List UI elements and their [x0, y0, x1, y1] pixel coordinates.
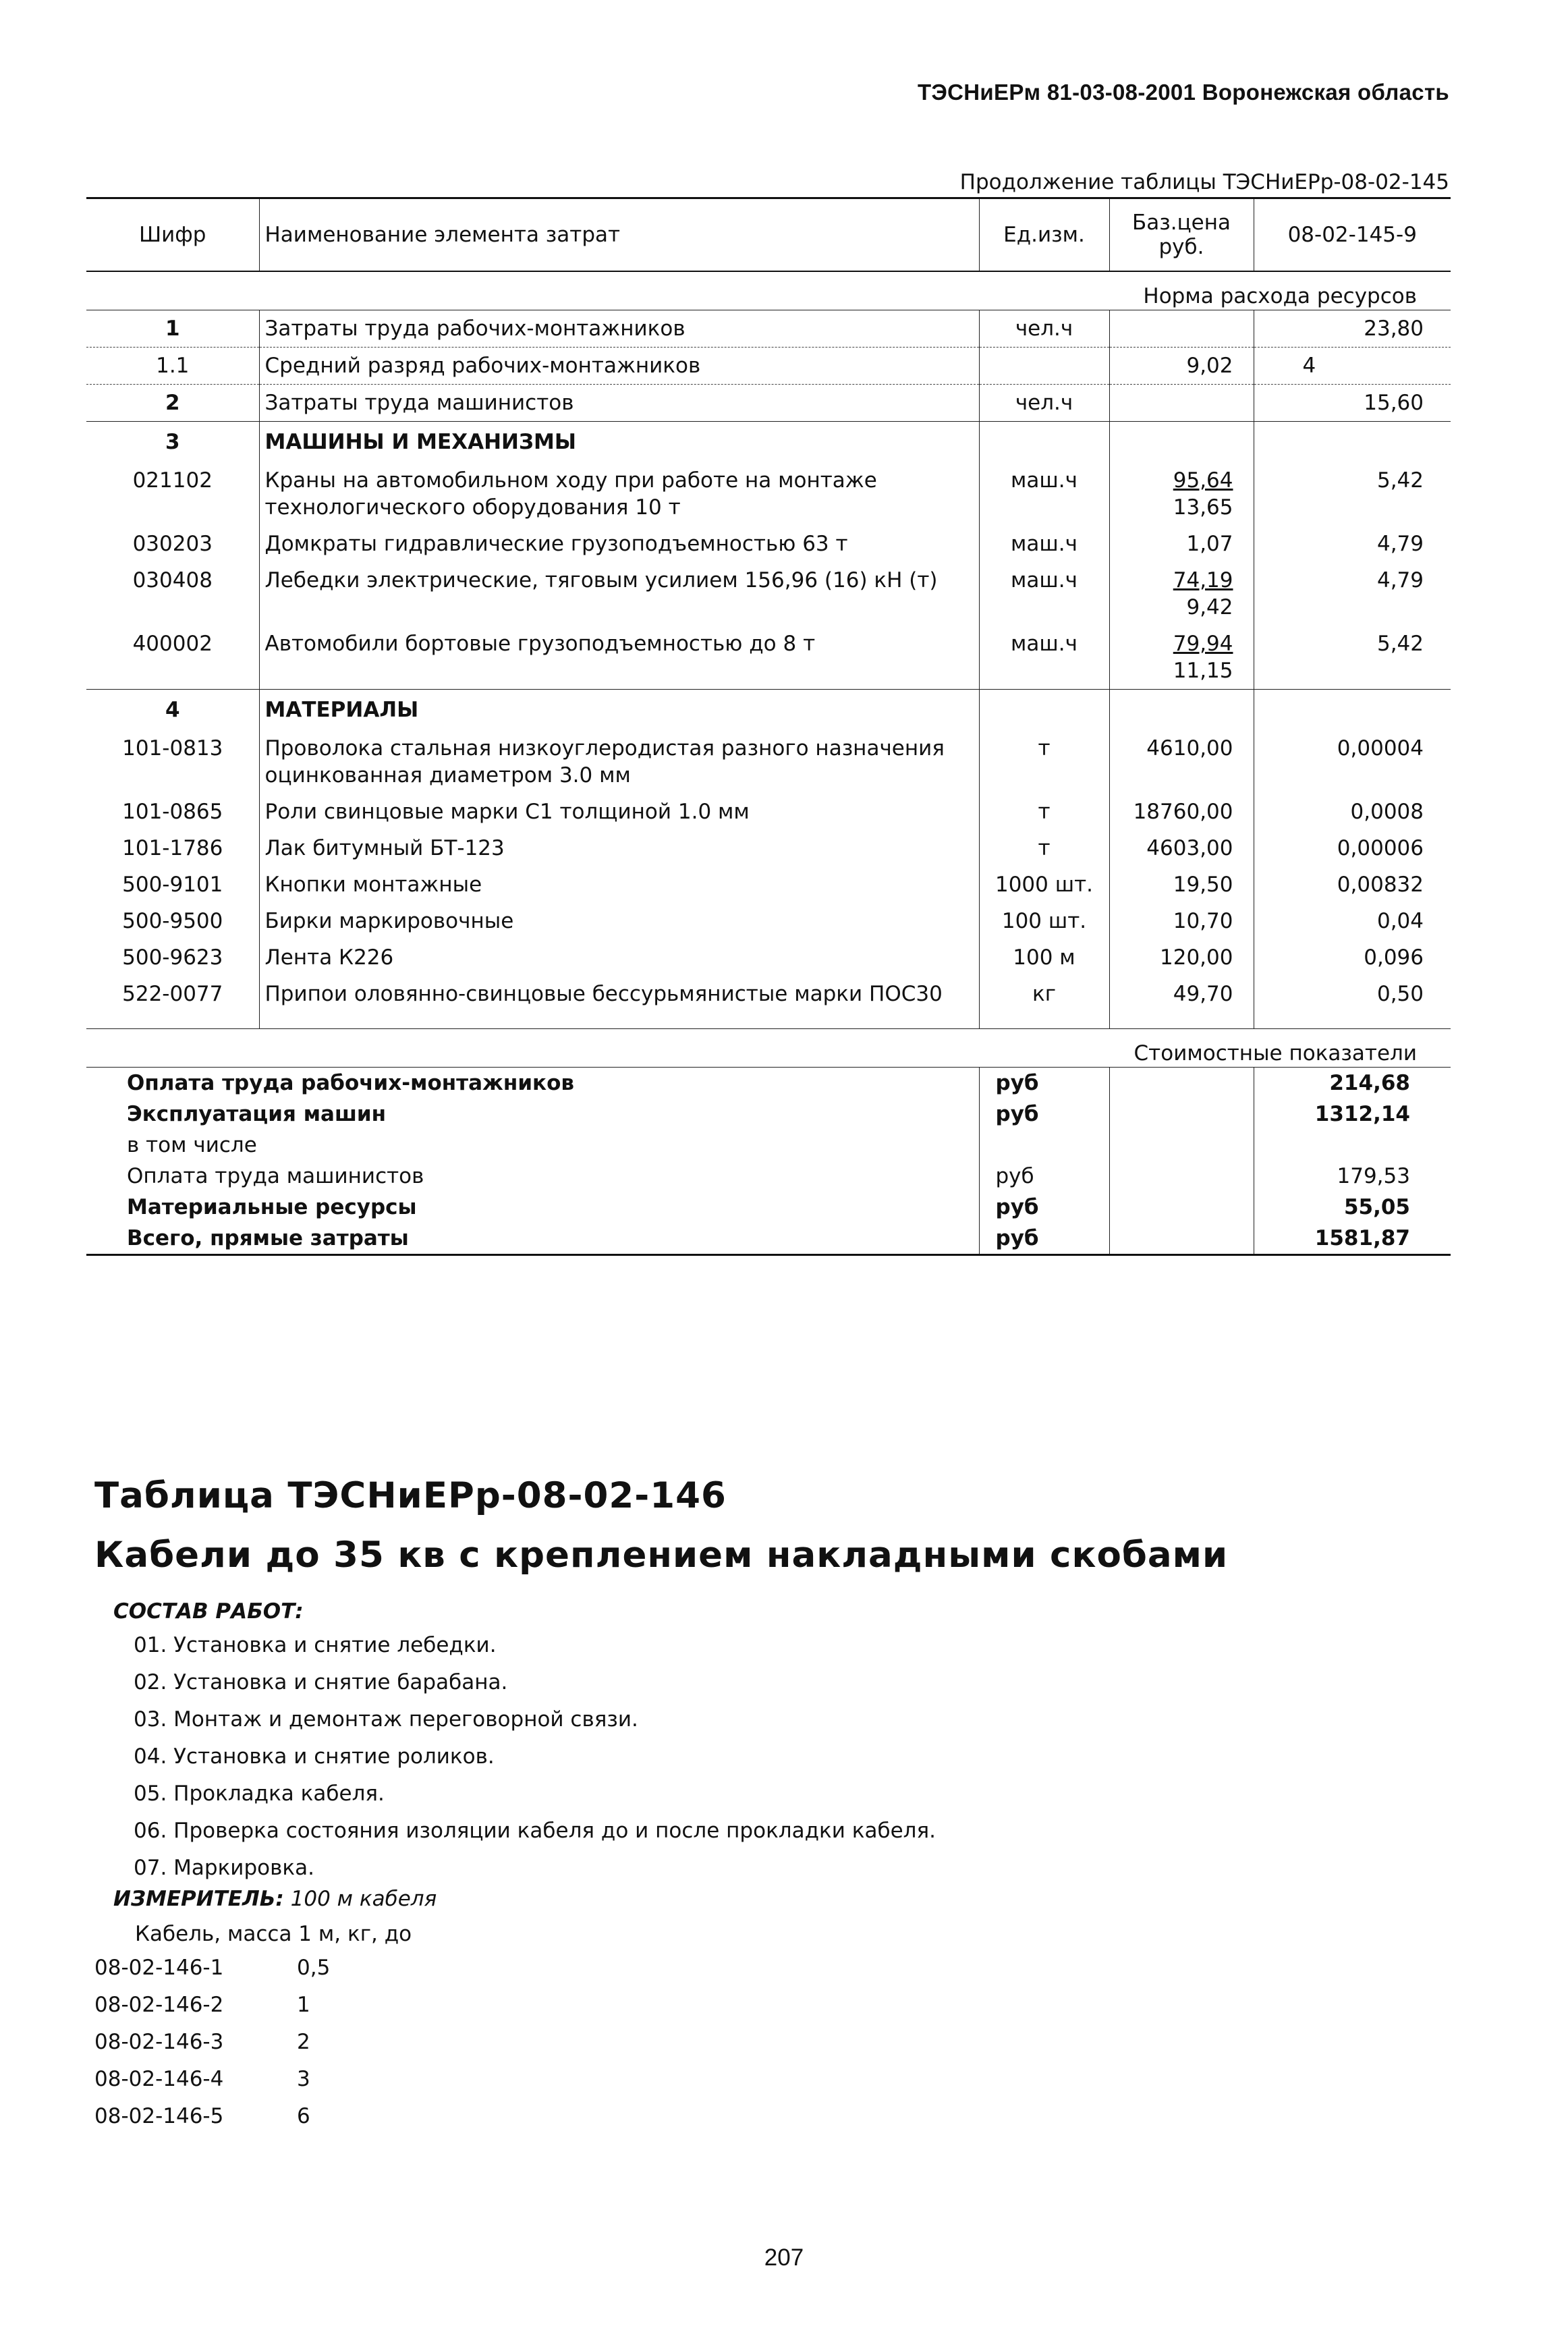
cost-row: Оплата труда рабочих-монтажников руб 214,68	[86, 1068, 1451, 1099]
list-item: 08-02-146-1 0,5	[94, 1956, 331, 1980]
meter-value: 100 м кабеля	[290, 1887, 437, 1911]
next-table-title: Таблица ТЭСНиЕРр-08-02-146	[94, 1475, 727, 1516]
table-row: 101-0865 Роли свинцовые марки С1 толщиной 1.0 мм т 18760,00 0,0008	[86, 794, 1451, 830]
table-row: 030203 Домкраты гидравлические грузоподъемностью 63 т маш.ч 1,07 4,79	[86, 526, 1451, 562]
section-row-machines: 3 МАШИНЫ И МЕХАНИЗМЫ	[86, 422, 1451, 463]
works-heading: СОСТАВ РАБОТ:	[113, 1599, 304, 1624]
column-header-code: Шифр	[86, 198, 259, 272]
list-item: 08-02-146-4 3	[94, 2067, 310, 2091]
column-header-name: Наименование элемента затрат	[259, 198, 979, 272]
list-item: 05. Прокладка кабеля.	[134, 1782, 385, 1806]
list-item: 08-02-146-5 6	[94, 2104, 310, 2128]
list-item: 04. Установка и снятие роликов.	[134, 1744, 495, 1769]
column-header-unit: Ед.изм.	[979, 198, 1109, 272]
cost-band-row	[86, 1029, 1451, 1068]
table-row: 101-0813 Проволока стальная низкоуглеродистая разного назначения оцинкованная диаметром 3.0 мм т 4610,00 0,00004	[86, 730, 1451, 794]
table-row: 021102 Краны на автомобильном ходу при работе на монтаже технологического оборудования 10 т маш.ч 95,64 13,65 5,42	[86, 462, 1451, 526]
table-row: 500-9623 Лента К226 100 м 120,00 0,096	[86, 939, 1451, 976]
table-row: 522-0077 Припои оловянно-свинцовые бессурьмянистые марки ПОС30 кг 49,70 0,50	[86, 976, 1451, 1012]
list-item: 08-02-146-2 1	[94, 1993, 310, 2017]
list-item: 03. Монтаж и демонтаж переговорной связи.	[134, 1707, 638, 1732]
table-row: 500-9500 Бирки маркировочные 100 шт. 10,70 0,04	[86, 903, 1451, 939]
cost-band-label: Стоимостные показатели	[86, 1029, 1451, 1068]
parameter-label: Кабель, масса 1 м, кг, до	[135, 1922, 412, 1946]
variants-list	[94, 1956, 330, 2141]
table-row: 500-9101 Кнопки монтажные 1000 шт. 19,50 0,00832	[86, 866, 1451, 903]
norms-table	[86, 197, 1451, 1256]
works-list	[134, 1633, 936, 1893]
list-item: 06. Проверка состояния изоляции кабеля до и после прокладки кабеля.	[134, 1819, 936, 1843]
table-row: 400002 Автомобили бортовые грузоподъемностью до 8 т маш.ч 79,94 11,15 5,42	[86, 626, 1451, 690]
table-row: 101-1786 Лак битумный БТ-123 т 4603,00 0,00006	[86, 830, 1451, 866]
list-item: 02. Установка и снятие барабана.	[134, 1670, 508, 1694]
page-header: ТЭСНиЕРм 81-03-08-2001 Воронежская область	[917, 80, 1449, 105]
cost-row: в том числе	[86, 1130, 1451, 1161]
table-row: 2 Затраты труда машинистов чел.ч 15,60	[86, 385, 1451, 422]
table-header-row	[86, 198, 1451, 272]
table-row: 1.1 Средний разряд рабочих-монтажников 9,02 4	[86, 348, 1451, 385]
cost-row: Всего, прямые затраты руб 1581,87	[86, 1223, 1451, 1255]
list-item: 07. Маркировка.	[134, 1856, 314, 1880]
meter-label: ИЗМЕРИТЕЛЬ:	[113, 1887, 284, 1911]
list-item: 01. Установка и снятие лебедки.	[134, 1633, 497, 1657]
cost-row: Оплата труда машинистов руб 179,53	[86, 1161, 1451, 1192]
list-item: 08-02-146-3 2	[94, 2030, 310, 2054]
cost-row: Материальные ресурсы руб 55,05	[86, 1192, 1451, 1223]
table-continuation-caption: Продолжение таблицы ТЭСНиЕРр-08-02-145	[959, 170, 1449, 194]
next-table-subtitle: Кабели до 35 кв с креплением накладными скобами	[94, 1535, 1229, 1576]
column-header-variant: 08-02-145-9	[1254, 198, 1451, 272]
table-row: 030408 Лебедки электрические, тяговым усилием 156,96 (16) кН (т) маш.ч 74,19 9,42 4,79	[86, 562, 1451, 626]
norm-band-row	[86, 271, 1451, 310]
norm-band-label: Норма расхода ресурсов	[86, 271, 1451, 310]
meter-line	[113, 1887, 437, 1911]
table-row: 1 Затраты труда рабочих-монтажников чел.ч 23,80	[86, 310, 1451, 348]
cost-row: Эксплуатация машин руб 1312,14	[86, 1099, 1451, 1130]
column-header-price: Баз.цена руб.	[1109, 198, 1254, 272]
section-row-materials: 4 МАТЕРИАЛЫ	[86, 690, 1451, 731]
page-number: 207	[764, 2244, 804, 2271]
